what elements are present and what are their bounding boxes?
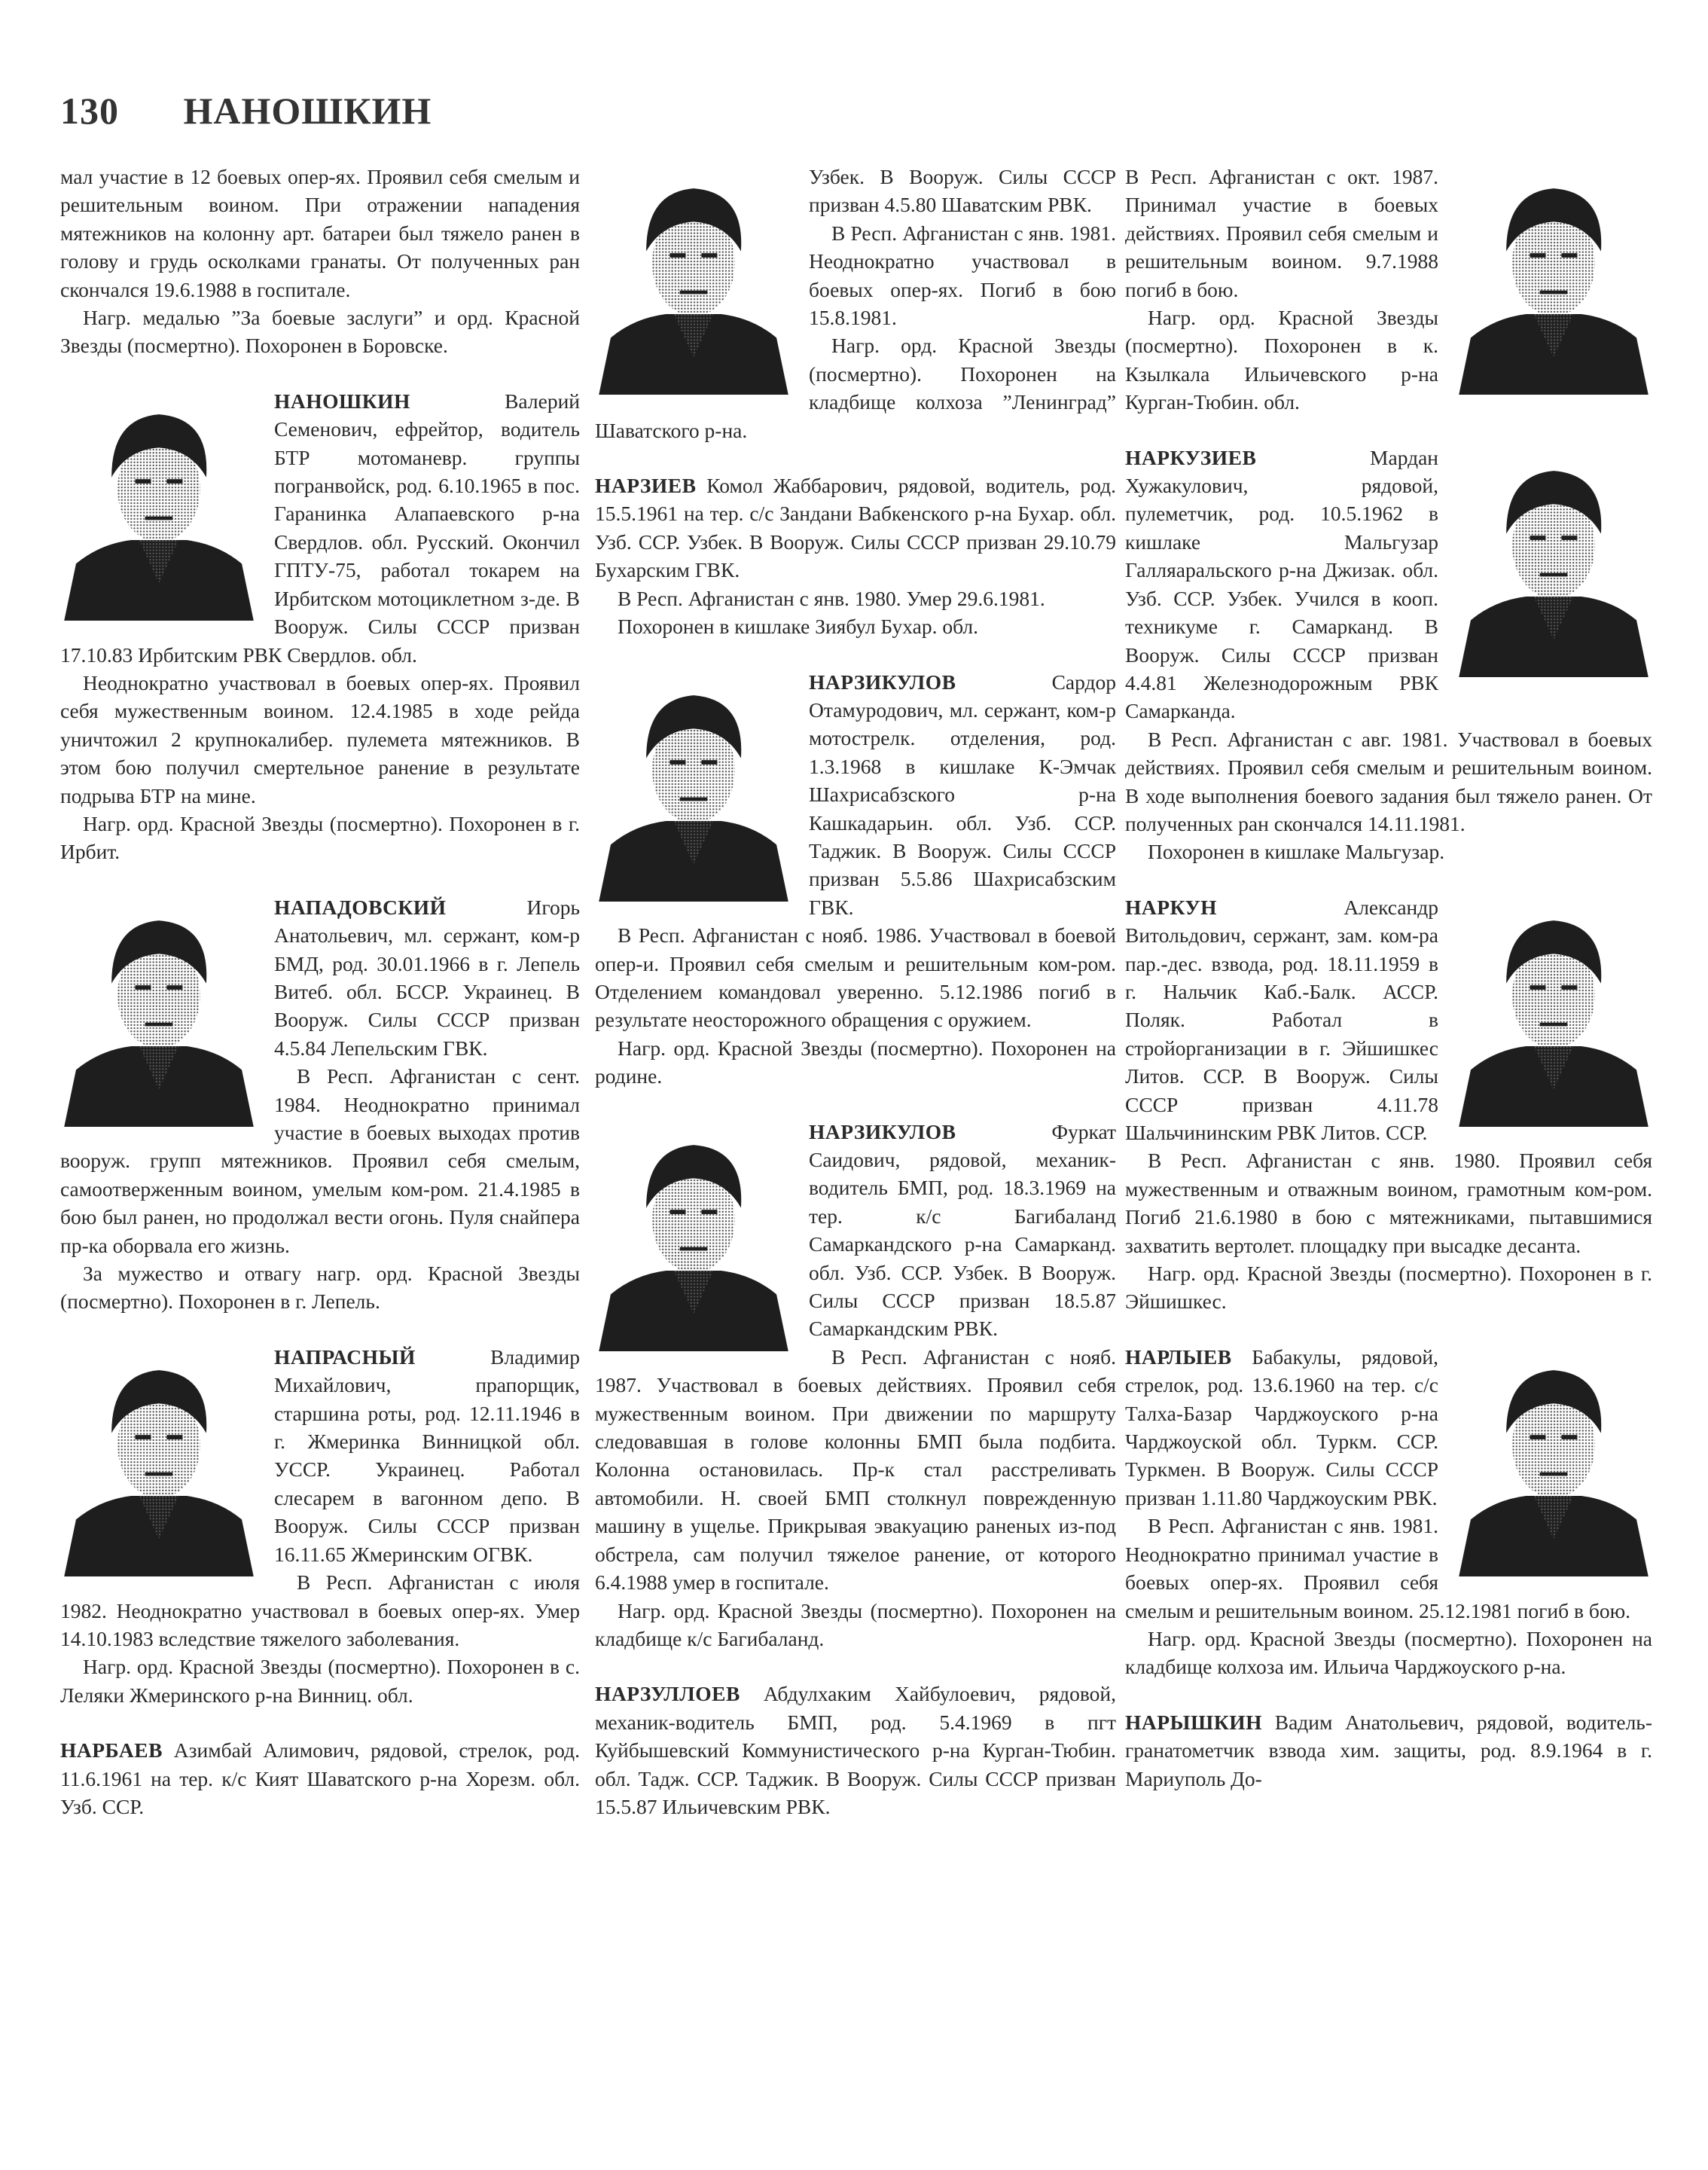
entry-narbaev-continuation [595,163,1116,444]
page-number: 130 [60,90,119,132]
entry-paragraph: Нагр. орд. Красной Звезды (посмертно). Похоронен на кладбище к/с Багибаланд. [595,1598,1116,1650]
entry-bio: Владимир Михайлович, прапорщик, старшина роты, род. 12.11.1946 в г. Жмеринка Винницкой обл. УССР. Украинец. Работал слесарем в вагонном депо. В Вооруж. Силы СССР призван 16.11.65 Жмеринским ОГВК. [274,1344,580,1566]
entry-narzulloev-continuation [1125,163,1652,417]
entry-narzulloev [595,1680,1116,1821]
entry-bio: Фуркат Саидович, рядовой, механик-водитель БМП, род. 18.3.1969 на тер. к/с Багибаланд Самаркандского р-на Самарканд. обл. Узб. ССР. Узбек. В Вооруж. Силы СССР призван 18.5.87 Самаркандским РВК. [809,1119,1116,1341]
entry-lead [1125,163,1652,304]
entry-surname: НАРБАЕВ [60,1738,163,1763]
portrait-photo-napadovsky [60,901,258,1127]
portrait-eye-right [701,1210,717,1214]
portrait-eye-right [701,760,717,765]
entry-bio: Абдулхаким Хайбулоевич, рядовой, механик-водитель БМП, род. 5.4.1969 в пгт Куйбышевский Коммунистического р-на Курган-Тюбин. обл. Тадж. ССР. Таджик. В Вооруж. Силы СССР призван 15.5.87 Ильичевским РВК. [595,1682,1116,1818]
entry-surname: НАНОШКИН [274,389,410,413]
entry-paragraph: Нагр. орд. Красной Звезды (посмертно). Похоронен на кладбище колхоза им. Ильича Чарджоуского р-на. [1125,1626,1652,1679]
entry-surname: НАПАДОВСКИЙ [274,895,447,919]
entry-paragraph: В Респ. Афганистан с сент. 1984. Неоднократно принимал участие в боевых выходах против вооруж. групп мятежников. Проявил себя смелым, самоотверженным воином, умелым ком-ром. 21.4.1985 в бою был ранен, но продолжал вести огонь. Пуля снайпера пр-ка оборвала его жизнь. [60,1064,580,1257]
entry-bio: Вадим Анатольевич, рядовой, водитель-гранатометчик взвода хим. защиты, род. 8.9.1964 в г. Мариуполь До- [1125,1710,1652,1790]
entry-bio: Азимбай Алимович, рядовой, стрелок, род. 11.6.1961 на тер. к/с Кият Шаватского р-на Хорезм. обл. Узб. ССР. [60,1738,580,1818]
entry-paragraph: В Респ. Афганистан с нояб. 1986. Участвовал в боевой опер-и. Проявил себя смелым и решительным ком-ром. Отделением командовал уверенно. 5.12.1986 погиб в результате неосторожного обращения с оружием. [595,923,1116,1032]
running-head: НАНОШКИН [183,90,432,132]
entry-paragraph: Нагр. орд. Красной Звезды (посмертно). Похоронен в с. Леляки Жмеринского р-на Винниц. обл. [60,1655,580,1707]
entry-lead [1125,1708,1652,1793]
page-header [60,89,432,134]
entry-bio: Бабакулы, рядовой, стрелок, род. 13.6.1960 на тер. с/с Талха-Базар Чарджоуского р-на Чарджоуской обл. Туркм. ССР. Туркмен. В Вооруж. Силы СССР призван 1.11.80 Чарджоуским РВК. [1125,1344,1438,1509]
entry-bio: Сардор Отамуродович, мл. сержант, ком-р мотострелк. отделения, род. 1.3.1968 в кишлаке К-Эмчак Шахрисабзского р-на Кашкадарьин. обл. Узб. ССР. Таджик. В Вооруж. Силы СССР призван 5.5.86 Шахрисабзским ГВК. [809,670,1116,919]
portrait-mouth [1540,572,1568,576]
entry-paragraph: В Респ. Афганистан с авг. 1981. Участвовал в боевых действиях. Проявил себя смелым и решительным воином. В ходе выполнения боевого задания был тяжело ранен. От полученных ран скончался 14.11.1981. [1125,727,1652,835]
entry-narbaev [60,1736,580,1821]
entry-paragraph: В Респ. Афганистан с янв. 1980. Проявил себя мужественным и отважным воином, грамотным ком-ром. Погиб 21.6.1980 в бою с мятежниками, пытавшимися захватить вертолет. площадку при высадке десанта. [1125,1149,1652,1257]
entry-narziev [595,472,1116,640]
entry-paragraph: В Респ. Афганистан с янв. 1981. Неоднократно принимал участие в боевых опер-ях. Проявил себя смелым и решительным воином. 25.12.1981 погиб в бою. [1125,1514,1631,1622]
entry-surname: НАРЗУЛЛОЕВ [595,1682,740,1706]
entry-paragraph: За мужество и отвагу нагр. орд. Красной Звезды (посмертно). Похоронен в г. Лепель. [60,1262,580,1314]
entry-paragraph: В Респ. Афганистан с янв. 1981. Неоднократно участвовал в боевых опер-ях. Погиб в бою 15.8.1981. [809,221,1116,330]
entry-surname: НАРКУН [1125,895,1218,919]
entry-paragraph: Нагр. медалью ”За боевые заслуги” и орд. Красной Звезды (посмертно). Похоронен в Боровске. [60,306,580,358]
entry-napadovsky [60,893,580,1316]
entry-narlyev [1125,1343,1652,1681]
entry-paragraph: Нагр. орд. Красной Звезды (посмертно). Похоронен в г. Эйшишкес. [1125,1262,1652,1314]
portrait-eye-left [670,760,686,765]
entry-paragraph: Похоронен в кишлаке Зиябул Бухар. обл. [618,615,979,639]
portrait-eye-left [670,253,686,258]
entry-surname: НАРЗИЕВ [595,474,697,498]
entry-bio: Валерий Семенович, ефрейтор, водитель БТР мотоманевр. группы погранвойск, род. 6.10.1965 в пос. Гаранинка Алапаевского р-на Свердлов. обл. Русский. Окончил ГПТУ-75, работал токарем на Ирбитском мотоциклетном з-де. В Вооруж. Силы СССР призван 17.10.83 Ирбитским РВК Свердлов. обл. [60,389,580,667]
portrait-eye-left [136,479,151,484]
portrait-eye-left [136,1435,151,1439]
portrait-photo-narlyev [1455,1351,1652,1576]
portrait-eye-right [166,985,182,990]
entry-paragraph: Нагр. орд. Красной Звезды (посмертно). Похоронен на кладбище колхоза ”Ленинград” Шаватского р-на. [595,334,1116,442]
entry-surname: НАРЛЫЕВ [1125,1344,1232,1369]
portrait-photo-narkuziev [1455,451,1652,677]
entry-paragraph: В Респ. Афганистан с июля 1982. Неоднократно участвовал в боевых опер-ях. Умер 14.10.1983 вследствие тяжелого заболевания. [60,1570,580,1650]
portrait-eye-left [136,985,151,990]
entry-surname: НАРКУЗИЕВ [1125,445,1257,469]
portrait-mouth [680,291,708,295]
entry-narkuziev [1125,444,1652,866]
portrait-eye-left [1530,1435,1546,1439]
entry-bio: Узбек. В Вооруж. Силы СССР призван 4.5.80 Шаватским РВК. [809,165,1116,217]
portrait-mouth [145,1022,173,1026]
entry-surname: НАРЫШКИН [1125,1710,1262,1734]
portrait-eye-right [166,1435,182,1439]
entry-paragraph: В Респ. Афганистан с нояб. 1987. Участвовал в боевых действиях. Проявил себя мужественным воином. При движении по маршруту следовавшая в голове колонны БМП была подбита. Колонна остановилась. Пр-к стал расстреливать автомобили. Н. своей БМП столкнул поврежденную машину в ущелье. Прикрывая эвакуацию раненых из-под обстрела, сам получил тяжелое ранение, от которого 6.4.1988 умер в госпитале. [595,1344,1116,1595]
portrait-eye-left [1530,985,1546,990]
portrait-mouth [1540,1022,1568,1026]
portrait-photo-naprasny [60,1351,258,1576]
portrait-eye-right [1561,985,1577,990]
portrait-photo-narzikulov-f [595,1125,792,1351]
entry-naneshkin [60,387,580,866]
portrait-eye-right [1561,1435,1577,1439]
portrait-eye-left [1530,536,1546,540]
column-right [1125,163,1652,1820]
entry-lead [60,1736,580,1821]
entry-paragraph: Нагр. орд. Красной Звезды (посмертно). Похоронен на родине. [595,1036,1116,1088]
portrait-eye-right [166,479,182,484]
entry-paragraph: Нагр. орд. Красной Звезды (посмертно). Похоронен в к. Кзылкала Ильичевского р-на Курган-Тюбин. обл. [1125,306,1438,414]
portrait-mouth [1540,1473,1568,1476]
portrait-photo-narkun [1455,901,1652,1127]
entry-bio: Александр Витольдович, сержант, зам. ком-ра пар.-дес. взвода, род. 18.11.1959 в г. Нальчик Каб.-Балк. АССР. Поляк. Работал в стройорганизации в г. Эйшишкес Литов. ССР. В Вооруж. Силы СССР призван 4.11.78 Шальчининским РВК Литов. ССР. [1125,895,1438,1144]
portrait-eye-right [701,253,717,258]
entry-lead [595,472,1116,584]
portrait-photo-narzulloev [1455,169,1652,395]
entry-paragraph: Неоднократно участвовал в боевых опер-ях. Проявил себя мужественным воином. 12.4.1985 в ходе рейда уничтожил 2 крупнокалибер. пулемета мятежников. В этом бою получил смертельное ранение в результате подрыва БТР на мине. [60,670,580,807]
entry-naprasny [60,1343,580,1709]
portrait-eye-right [1561,536,1577,540]
entry-lead [595,1680,1116,1821]
column-left [60,163,580,1848]
portrait-photo-narbaev [595,169,792,395]
entry-narzikulov-sardor [595,668,1116,1091]
portrait-mouth [145,1473,173,1476]
entry-bio: Комол Жаббарович, рядовой, водитель, род. 15.5.1961 на тер. с/с Зандани Вабкенского р-на Бухар. обл. Узб. ССР. Узбек. В Вооруж. Силы СССР призван 29.10.79 Бухарским ГВК. [595,474,1116,582]
portrait-photo-naneshkin [60,395,258,621]
entry-paragraph: Похоронен в кишлаке Мальгузар. [1148,840,1445,864]
entry-surname: НАРЗИКУЛОВ [809,1119,956,1143]
entry-paragraph: мал участие в 12 боевых опер-ях. Проявил себя смелым и решительным воином. При отражении нападения мятежников на колонну арт. батареи был тяжело ранен в голову и грудь осколками гранаты. От полученных ран скончался 19.6.1988 в госпитале. [60,165,580,301]
entry-paragraph: В Респ. Афганистан с янв. 1980. Умер 29.6.1981. [618,586,1045,610]
entry-bio: Мардан Хужакулович, рядовой, пулеметчик, род. 10.5.1962 в кишлаке Мальгузар Галляаральского р-на Джизак. обл. Узб. ССР. Узбек. Учился в кооп. техникуме г. Самарканд. В Вооруж. Силы СССР призван 4.4.81 Железнодорожным РВК Самарканда. [1125,445,1438,723]
entry-surname: НАРЗИКУЛОВ [809,670,956,694]
portrait-eye-right [1561,253,1577,258]
entry-naryshkin [1125,1708,1652,1793]
portrait-mouth [1540,291,1568,295]
portrait-mouth [680,1247,708,1250]
portrait-photo-narzikulov-s [595,676,792,902]
entry-continuation [60,163,580,360]
portrait-mouth [145,517,173,520]
column-middle [595,163,1116,1848]
entry-narkun [1125,893,1652,1316]
entry-lead [595,163,1116,219]
portrait-mouth [680,797,708,801]
entry-bio: В Респ. Афганистан с окт. 1987. Принимал участие в боевых действиях. Проявил себя смелым и решительным воином. 9.7.1988 погиб в бою. [1125,165,1438,301]
entry-surname: НАПРАСНЫЙ [274,1344,416,1369]
entry-paragraph: Нагр. орд. Красной Звезды (посмертно). Похоронен в г. Ирбит. [60,811,580,864]
portrait-eye-left [1530,253,1546,258]
entry-bio: Игорь Анатольевич, мл. сержант, ком-р БМД, род. 30.01.1966 в г. Лепель Витеб. обл. БССР. Украинец. В Вооруж. Силы СССР призван 4.5.84 Лепельским ГВК. [274,895,580,1060]
entry-narzikulov-furkat [595,1118,1116,1653]
portrait-eye-left [670,1210,686,1214]
